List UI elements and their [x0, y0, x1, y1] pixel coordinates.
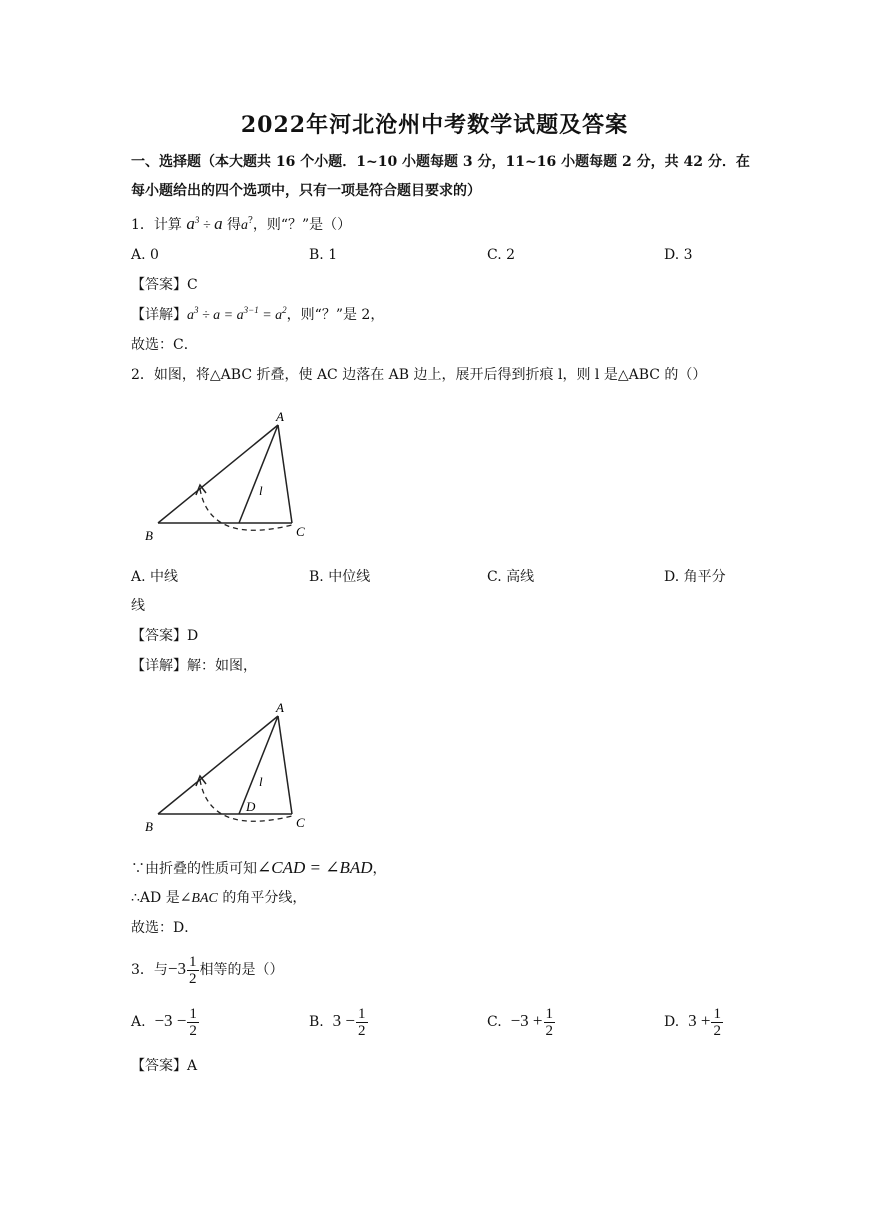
q3-option-a: A. −3 − $\frac{1}{2}$ — [131, 1005, 197, 1039]
page-title: 2022年河北沧州中考数学试题及答案 — [240, 112, 629, 138]
q3-option-b: B. 3 − $\frac{1}{2}$ — [309, 1005, 366, 1039]
side-ac — [278, 716, 292, 814]
label-b: B — [145, 528, 153, 543]
section-heading-line1: 一、选择题（本大题共 16 个小题．1~10 小题每题 3 分，11~16 小题每题 2 分，共 42 分．在 — [131, 154, 750, 170]
q3-stem: 3．与−3 $\frac{1}{2}$ 相等的是（） — [131, 953, 284, 987]
side-ac — [278, 425, 292, 523]
q2-option-b: B. 中位线 — [309, 569, 371, 585]
q2-choose: 故选：D． — [131, 920, 199, 936]
side-ab — [158, 716, 278, 814]
q2-triangle-figure — [140, 405, 320, 545]
label-a: A — [276, 700, 284, 715]
q2-solution-figure — [140, 696, 320, 836]
fold-crease — [239, 425, 278, 523]
q2-therefore: ∴AD 是∠BAC 的角平分线， — [131, 890, 307, 906]
q1-detail: 【详解】$a^3 \div a = a^{3-1} = a^2$，则“？”是 2， — [131, 305, 385, 323]
q2-option-c: C. 高线 — [487, 569, 535, 585]
q1-answer: 【答案】C — [131, 277, 198, 293]
label-c: C — [296, 815, 305, 830]
label-c: C — [296, 524, 305, 539]
section-heading-line2: 每小题给出的四个选项中，只有一项是符合题目要求的） — [131, 183, 481, 199]
q3-option-c: C. −3 + $\frac{1}{2}$ — [487, 1005, 554, 1039]
side-ab — [158, 425, 278, 523]
label-d: D — [246, 799, 256, 814]
q1-choose: 故选：C． — [131, 337, 198, 353]
q1-option-b: B. 1 — [309, 247, 338, 263]
fold-arc — [200, 489, 292, 530]
q1-stem: 1．计算 $a^3 \div a$ 得a?，则“？”是（） — [131, 214, 352, 233]
fold-crease — [239, 716, 278, 814]
q2-option-a: A. 中线 — [131, 569, 179, 585]
q1-option-a: A. 0 — [131, 247, 159, 263]
q1-option-c: C. 2 — [487, 247, 516, 263]
q3-option-d: D. 3 + $\frac{1}{2}$ — [664, 1005, 721, 1039]
q2-because: ∵由折叠的性质可知∠CAD = ∠BAD， — [131, 858, 387, 877]
q2-option-wrap: 线 — [131, 598, 145, 614]
q2-stem: 2．如图，将△ABC 折叠，使 AC 边落在 AB 边上，展开后得到折痕 l，则 l 是△ABC 的（） — [131, 367, 707, 383]
q2-detail: 【详解】解：如图， — [131, 658, 257, 674]
q3-answer: 【答案】A — [131, 1058, 198, 1074]
q2-answer: 【答案】D — [131, 628, 199, 644]
label-l: l — [259, 483, 263, 498]
label-b: B — [145, 819, 153, 834]
label-a: A — [276, 409, 284, 424]
q1-option-d: D. 3 — [664, 247, 693, 263]
label-l: l — [259, 774, 263, 789]
q2-option-d: D. 角平分 — [664, 569, 726, 585]
